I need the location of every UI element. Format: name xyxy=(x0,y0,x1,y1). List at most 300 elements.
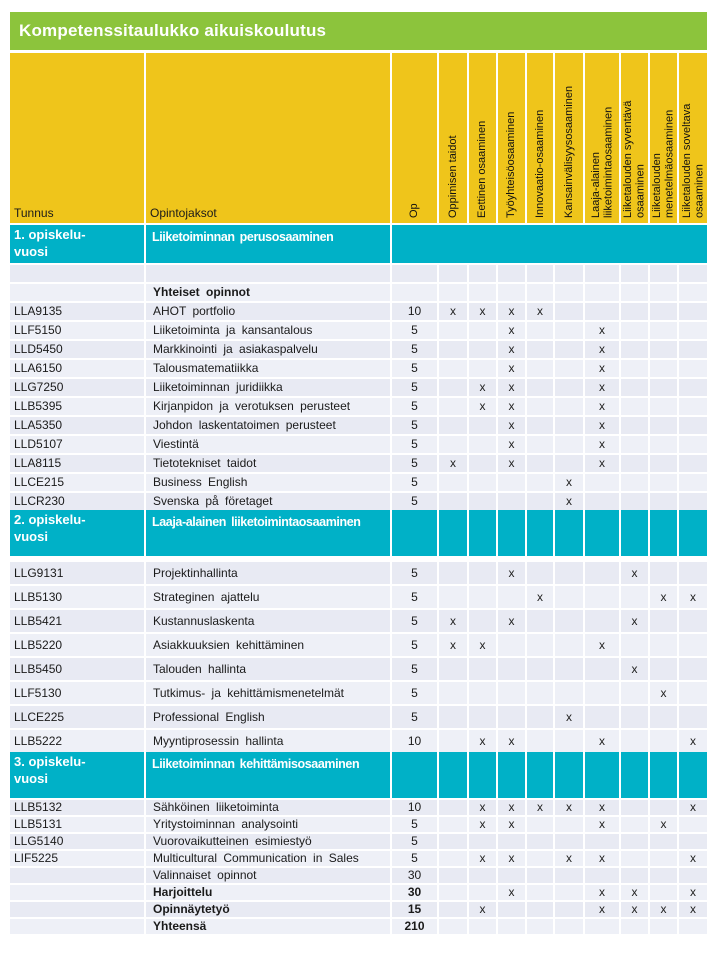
competence-mark-cell-6 xyxy=(585,682,619,704)
op-credits-cell-label: 5 xyxy=(411,851,418,865)
competence-mark-cell-5 xyxy=(555,493,583,510)
course-code-cell xyxy=(10,834,144,849)
course-code-cell-label: LLG7250 xyxy=(14,380,64,394)
competence-mark-cell-3-label: x xyxy=(508,304,515,318)
competence-mark-cell-5 xyxy=(555,474,583,491)
competence-mark-cell-1 xyxy=(439,474,467,491)
competence-mark-cell-8 xyxy=(650,902,677,917)
course-name-cell-label: Multicultural Communication in Sales xyxy=(153,851,359,865)
competence-mark-cell-6-label: x xyxy=(599,902,605,916)
band-empty-cell xyxy=(679,510,707,556)
competence-mark-cell-3-label: x xyxy=(508,323,515,337)
competence-mark-cell-9-label: x xyxy=(690,851,696,865)
course-name-cell xyxy=(146,398,390,415)
course-code-cell-label: LLA8115 xyxy=(14,456,62,470)
course-name-cell-label: Yritystoiminnan analysointi xyxy=(153,817,299,831)
table-body xyxy=(10,225,707,934)
competence-mark-cell-8 xyxy=(650,474,677,491)
course-code-cell xyxy=(10,610,144,632)
competence-mark-cell-4 xyxy=(527,303,553,320)
col-header-competence-7 xyxy=(621,53,648,223)
competence-mark-cell-9-label: x xyxy=(690,902,696,916)
competence-mark-cell-6 xyxy=(585,634,619,656)
competence-mark-cell-2 xyxy=(469,885,496,900)
competence-mark-cell-3 xyxy=(498,634,525,656)
course-code-cell xyxy=(10,562,144,584)
competence-mark-cell-8 xyxy=(650,682,677,704)
col-header-competence-5-label: Kansainvälisyysosaaminen xyxy=(562,85,575,218)
op-credits-cell xyxy=(392,834,437,849)
competence-mark-cell-2 xyxy=(469,379,496,396)
op-credits-cell-label: 5 xyxy=(411,456,418,470)
competence-mark-cell-7 xyxy=(621,474,648,491)
course-row xyxy=(10,868,707,883)
course-name-cell xyxy=(146,634,390,656)
competence-mark-cell-2-label: x xyxy=(479,851,486,865)
competence-mark-cell-6-label: x xyxy=(599,399,605,413)
competence-mark-cell-9 xyxy=(679,379,707,396)
competence-mark-cell-9 xyxy=(679,562,707,584)
competence-mark-cell-9 xyxy=(679,730,707,752)
competence-mark-cell-6-label: x xyxy=(599,800,605,814)
course-name-cell-label: Professional English xyxy=(153,710,265,724)
competence-mark-cell-5-label: x xyxy=(566,494,572,508)
competence-mark-cell-6 xyxy=(585,341,619,358)
competence-mark-cell-4 xyxy=(527,455,553,472)
course-name-cell-label: Harjoittelu xyxy=(153,885,213,899)
competence-mark-cell-1 xyxy=(439,800,467,815)
competence-mark-cell-9 xyxy=(679,800,707,815)
competence-mark-cell-2 xyxy=(469,284,496,301)
course-row xyxy=(10,610,707,632)
competence-mark-cell-4 xyxy=(527,800,553,815)
competence-mark-cell-4 xyxy=(527,902,553,917)
competence-mark-cell-7 xyxy=(621,284,648,301)
competence-mark-cell-9 xyxy=(679,817,707,832)
competence-mark-cell-3-label: x xyxy=(508,418,515,432)
competence-mark-cell-5 xyxy=(555,817,583,832)
course-name-cell xyxy=(146,360,390,377)
course-row xyxy=(10,817,707,832)
competence-mark-cell-5 xyxy=(555,341,583,358)
competence-mark-cell-7 xyxy=(621,586,648,608)
course-code-cell-label: LLA9135 xyxy=(14,304,63,318)
competence-mark-cell-6 xyxy=(585,706,619,728)
competence-mark-cell-5 xyxy=(555,284,583,301)
course-row xyxy=(10,682,707,704)
col-header-tunnus-label: Tunnus xyxy=(14,206,54,220)
competence-mark-cell-4 xyxy=(527,474,553,491)
col-header-opintojaksot xyxy=(146,53,390,223)
competence-mark-cell-3-label: x xyxy=(508,800,515,814)
course-name-cell-label: Yhteiset opinnot xyxy=(153,285,250,299)
competence-mark-cell-5 xyxy=(555,919,583,934)
competence-mark-cell-3 xyxy=(498,474,525,491)
competence-mark-cell-9 xyxy=(679,919,707,934)
op-credits-cell-label: 10 xyxy=(407,734,422,748)
competence-mark-cell-2 xyxy=(469,658,496,680)
course-code-cell xyxy=(10,817,144,832)
competence-mark-cell-9 xyxy=(679,322,707,339)
competence-mark-cell-1 xyxy=(439,303,467,320)
op-credits-cell xyxy=(392,284,437,301)
course-name-cell xyxy=(146,817,390,832)
competence-mark-cell-6-label: x xyxy=(599,323,605,337)
op-credits-cell xyxy=(392,417,437,434)
competence-mark-cell-2 xyxy=(469,834,496,849)
col-header-competence-6 xyxy=(585,53,619,223)
competence-mark-cell-3-label: x xyxy=(508,361,515,375)
op-credits-cell xyxy=(392,682,437,704)
course-code-cell-label: LLB5450 xyxy=(14,662,63,676)
course-name-cell-label: Kirjanpidon ja verotuksen perusteet xyxy=(153,399,351,413)
course-name-cell xyxy=(146,303,390,320)
competence-mark-cell-4 xyxy=(527,322,553,339)
op-credits-cell xyxy=(392,706,437,728)
course-name-cell-label: Vuorovaikutteinen esimiestyö xyxy=(153,834,312,848)
course-name-cell-label: Projektinhallinta xyxy=(153,566,238,580)
competence-mark-cell-6 xyxy=(585,379,619,396)
course-name-cell-label: AHOT portfolio xyxy=(153,304,236,318)
col-header-competence-8 xyxy=(650,53,677,223)
competence-mark-cell-5 xyxy=(555,885,583,900)
course-code-cell-label: LLB5132 xyxy=(14,800,63,814)
competence-mark-cell-2-label: x xyxy=(479,638,486,652)
competence-mark-cell-7 xyxy=(621,658,648,680)
col-header-competence-4 xyxy=(527,53,553,223)
competence-mark-cell-3 xyxy=(498,868,525,883)
competence-mark-cell-2 xyxy=(469,398,496,415)
course-name-cell-label: Talousmatematiikka xyxy=(153,361,259,375)
competence-mark-cell-2 xyxy=(469,436,496,453)
competence-mark-cell-3 xyxy=(498,360,525,377)
band-merged-cell xyxy=(392,225,707,263)
competence-mark-cell-5 xyxy=(555,902,583,917)
competence-mark-cell-2 xyxy=(469,322,496,339)
section-band-3 xyxy=(10,752,707,798)
course-row xyxy=(10,885,707,900)
op-credits-cell-label: 5 xyxy=(411,475,418,489)
competence-mark-cell-2 xyxy=(469,610,496,632)
competence-mark-cell-1-label: x xyxy=(450,638,456,652)
table-title: Kompetenssitaulukko aikuiskoulutus xyxy=(19,21,327,40)
competence-mark-cell-9 xyxy=(679,493,707,510)
competence-mark-cell-6 xyxy=(585,284,619,301)
competence-mark-cell-5 xyxy=(555,436,583,453)
competence-mark-cell-5 xyxy=(555,800,583,815)
competence-mark-cell-1 xyxy=(439,706,467,728)
competence-mark-cell-1 xyxy=(439,436,467,453)
course-name-cell xyxy=(146,868,390,883)
competence-mark-cell-5 xyxy=(555,586,583,608)
op-credits-cell xyxy=(392,436,437,453)
course-row xyxy=(10,265,707,282)
competence-mark-cell-3 xyxy=(498,919,525,934)
course-row xyxy=(10,284,707,301)
course-code-cell-label: LLG5140 xyxy=(14,834,64,848)
competence-mark-cell-8 xyxy=(650,834,677,849)
competence-mark-cell-6-label: x xyxy=(599,817,605,831)
competence-mark-cell-9 xyxy=(679,658,707,680)
competence-mark-cell-2 xyxy=(469,474,496,491)
competence-mark-cell-6 xyxy=(585,800,619,815)
competence-mark-cell-1 xyxy=(439,851,467,866)
course-name-cell-label: Yhteensä xyxy=(153,919,207,933)
col-header-op xyxy=(392,53,437,223)
col-header-competence-2-label: Eettinen osaaminen xyxy=(476,120,489,218)
competence-mark-cell-3-label: x xyxy=(508,851,515,865)
competence-mark-cell-7 xyxy=(621,885,648,900)
competence-mark-cell-3 xyxy=(498,303,525,320)
competence-mark-cell-7 xyxy=(621,455,648,472)
competence-mark-cell-3 xyxy=(498,817,525,832)
competence-mark-cell-2-label: x xyxy=(479,800,486,814)
course-row xyxy=(10,834,707,849)
competence-mark-cell-2 xyxy=(469,586,496,608)
competence-mark-cell-3-label: x xyxy=(508,817,515,831)
section-band-2 xyxy=(10,510,707,556)
competence-mark-cell-7 xyxy=(621,436,648,453)
section-heading xyxy=(146,510,390,556)
course-code-cell xyxy=(10,902,144,917)
competence-mark-cell-1 xyxy=(439,493,467,510)
course-row xyxy=(10,417,707,434)
op-credits-cell xyxy=(392,658,437,680)
competence-mark-cell-8 xyxy=(650,284,677,301)
competence-mark-cell-2 xyxy=(469,455,496,472)
competence-mark-cell-6-label: x xyxy=(599,851,605,865)
course-code-cell-label: LLG9131 xyxy=(14,566,64,580)
competence-mark-cell-1 xyxy=(439,586,467,608)
competence-mark-cell-9 xyxy=(679,265,707,282)
competence-mark-cell-7-label: x xyxy=(631,902,638,916)
competence-mark-cell-3 xyxy=(498,586,525,608)
competence-mark-cell-9 xyxy=(679,610,707,632)
op-credits-cell-label: 5 xyxy=(411,418,418,432)
competence-mark-cell-4 xyxy=(527,851,553,866)
competence-mark-cell-4 xyxy=(527,658,553,680)
col-header-op-label: Op xyxy=(408,203,421,218)
competence-mark-cell-4-label: x xyxy=(537,304,543,318)
course-row xyxy=(10,398,707,415)
competence-mark-cell-8-label: x xyxy=(660,590,667,604)
competence-mark-cell-6 xyxy=(585,436,619,453)
section-rows xyxy=(10,562,707,752)
competence-mark-cell-4 xyxy=(527,436,553,453)
col-header-competence-2 xyxy=(469,53,496,223)
competence-mark-cell-9-label: x xyxy=(690,590,696,604)
competence-mark-cell-9-label: x xyxy=(690,885,696,899)
band-empty-cell xyxy=(392,752,437,798)
course-code-cell xyxy=(10,658,144,680)
competence-mark-cell-6 xyxy=(585,658,619,680)
op-credits-cell xyxy=(392,902,437,917)
course-code-cell-label: LLB5130 xyxy=(14,590,63,604)
competence-mark-cell-9 xyxy=(679,834,707,849)
competence-mark-cell-3 xyxy=(498,436,525,453)
competence-mark-cell-7-label: x xyxy=(631,614,638,628)
competence-mark-cell-9 xyxy=(679,586,707,608)
competence-mark-cell-3-label: x xyxy=(508,614,515,628)
competence-mark-cell-1 xyxy=(439,284,467,301)
competence-mark-cell-6-label: x xyxy=(599,885,605,899)
competence-mark-cell-2 xyxy=(469,706,496,728)
col-header-competence-8-label: Liiketalouden menetelmäosaaminen xyxy=(651,109,676,218)
competence-mark-cell-7 xyxy=(621,265,648,282)
competence-mark-cell-6-label: x xyxy=(599,638,605,652)
competence-mark-cell-3 xyxy=(498,800,525,815)
competence-mark-cell-6 xyxy=(585,417,619,434)
competence-mark-cell-3-label: x xyxy=(508,342,515,356)
competence-mark-cell-7 xyxy=(621,706,648,728)
competence-mark-cell-3 xyxy=(498,322,525,339)
band-empty-cell xyxy=(621,752,648,798)
competence-mark-cell-6-label: x xyxy=(599,418,605,432)
course-code-cell xyxy=(10,398,144,415)
course-row xyxy=(10,800,707,815)
course-code-cell xyxy=(10,474,144,491)
course-name-cell xyxy=(146,379,390,396)
course-name-cell-label: Liiketoiminta ja kansantalous xyxy=(153,323,313,337)
competence-mark-cell-4 xyxy=(527,398,553,415)
course-row xyxy=(10,658,707,680)
competence-mark-cell-9 xyxy=(679,417,707,434)
competence-mark-cell-9-label: x xyxy=(690,800,696,814)
competence-mark-cell-9 xyxy=(679,474,707,491)
course-row xyxy=(10,493,707,510)
competence-mark-cell-3-label: x xyxy=(508,734,515,748)
course-code-cell xyxy=(10,493,144,510)
course-name-cell-label: Asiakkuuksien kehittäminen xyxy=(153,638,305,652)
competence-mark-cell-5 xyxy=(555,868,583,883)
band-empty-cell xyxy=(555,752,583,798)
competence-mark-cell-7 xyxy=(621,730,648,752)
competence-mark-cell-3 xyxy=(498,455,525,472)
competence-mark-cell-1 xyxy=(439,634,467,656)
competence-mark-cell-3 xyxy=(498,398,525,415)
competence-mark-cell-2 xyxy=(469,417,496,434)
competence-mark-cell-8 xyxy=(650,398,677,415)
course-name-cell-label: Viestintä xyxy=(153,437,199,451)
section-year-label-label: 3. opiskelu-vuosi xyxy=(14,754,86,786)
course-row xyxy=(10,303,707,320)
course-name-cell xyxy=(146,436,390,453)
header-row xyxy=(10,53,707,223)
section-year-2 xyxy=(10,510,707,752)
competence-mark-cell-3 xyxy=(498,562,525,584)
competence-mark-cell-2 xyxy=(469,800,496,815)
competence-mark-cell-8-label: x xyxy=(660,817,667,831)
course-row xyxy=(10,341,707,358)
band-empty-cell xyxy=(585,752,619,798)
competence-mark-cell-9 xyxy=(679,885,707,900)
course-name-cell-label: Kustannuslaskenta xyxy=(153,614,255,628)
course-name-cell xyxy=(146,493,390,510)
competence-mark-cell-8 xyxy=(650,303,677,320)
course-row xyxy=(10,322,707,339)
competence-mark-cell-1-label: x xyxy=(450,456,456,470)
competence-mark-cell-1 xyxy=(439,658,467,680)
competence-mark-cell-6-label: x xyxy=(599,456,605,470)
competence-mark-cell-2-label: x xyxy=(479,380,486,394)
competence-mark-cell-3 xyxy=(498,284,525,301)
course-code-cell-label: LLD5450 xyxy=(14,342,63,356)
competence-mark-cell-4 xyxy=(527,284,553,301)
competence-mark-cell-2-label: x xyxy=(479,902,486,916)
op-credits-cell-label: 10 xyxy=(407,304,422,318)
table-title-bar xyxy=(10,12,707,50)
competence-mark-cell-4 xyxy=(527,885,553,900)
course-code-cell xyxy=(10,868,144,883)
course-code-cell xyxy=(10,284,144,301)
competence-mark-cell-3-label: x xyxy=(508,399,515,413)
course-code-cell xyxy=(10,436,144,453)
band-empty-cell xyxy=(650,752,677,798)
course-name-cell xyxy=(146,455,390,472)
competence-mark-cell-1 xyxy=(439,398,467,415)
competence-mark-cell-6 xyxy=(585,398,619,415)
course-name-cell xyxy=(146,730,390,752)
competence-mark-cell-5 xyxy=(555,610,583,632)
course-name-cell xyxy=(146,902,390,917)
course-code-cell xyxy=(10,360,144,377)
course-name-cell-label: Myyntiprosessin hallinta xyxy=(153,734,284,748)
competence-mark-cell-6 xyxy=(585,303,619,320)
competence-mark-cell-8 xyxy=(650,265,677,282)
course-name-cell-label: Business English xyxy=(153,475,248,489)
competence-mark-cell-8-label: x xyxy=(660,902,667,916)
competence-mark-cell-6 xyxy=(585,868,619,883)
course-row xyxy=(10,706,707,728)
competence-mark-cell-3 xyxy=(498,834,525,849)
op-credits-cell xyxy=(392,455,437,472)
competence-mark-cell-6 xyxy=(585,834,619,849)
course-code-cell-label: LLCR230 xyxy=(14,494,65,508)
competence-mark-cell-6-label: x xyxy=(599,437,605,451)
competence-mark-cell-7-label: x xyxy=(631,662,638,676)
competence-mark-cell-2 xyxy=(469,851,496,866)
op-credits-cell xyxy=(392,868,437,883)
competence-mark-cell-4 xyxy=(527,634,553,656)
competence-mark-cell-5 xyxy=(555,834,583,849)
competence-mark-cell-7 xyxy=(621,800,648,815)
course-name-cell xyxy=(146,341,390,358)
competence-mark-cell-9 xyxy=(679,455,707,472)
competence-mark-cell-1 xyxy=(439,341,467,358)
op-credits-cell-label: 30 xyxy=(407,868,422,882)
col-header-competence-4-label: Innovaatio-osaaminen xyxy=(533,109,546,218)
competence-mark-cell-1 xyxy=(439,682,467,704)
competence-mark-cell-1 xyxy=(439,730,467,752)
competence-mark-cell-1 xyxy=(439,919,467,934)
competence-mark-cell-9-label: x xyxy=(690,734,696,748)
course-name-cell xyxy=(146,919,390,934)
course-name-cell xyxy=(146,474,390,491)
competence-mark-cell-7 xyxy=(621,379,648,396)
competence-mark-cell-7 xyxy=(621,902,648,917)
competence-mark-cell-4 xyxy=(527,586,553,608)
col-header-competence-3 xyxy=(498,53,525,223)
competence-mark-cell-1 xyxy=(439,902,467,917)
section-year-label xyxy=(10,510,144,556)
course-name-cell-label: Liiketoiminnan juridiikka xyxy=(153,380,283,394)
competence-mark-cell-7 xyxy=(621,682,648,704)
competence-mark-cell-9 xyxy=(679,851,707,866)
competence-mark-cell-2 xyxy=(469,303,496,320)
competence-mark-cell-4 xyxy=(527,834,553,849)
section-heading-label: Liiketoiminnan kehittämisosaaminen xyxy=(152,757,360,771)
op-credits-cell xyxy=(392,379,437,396)
